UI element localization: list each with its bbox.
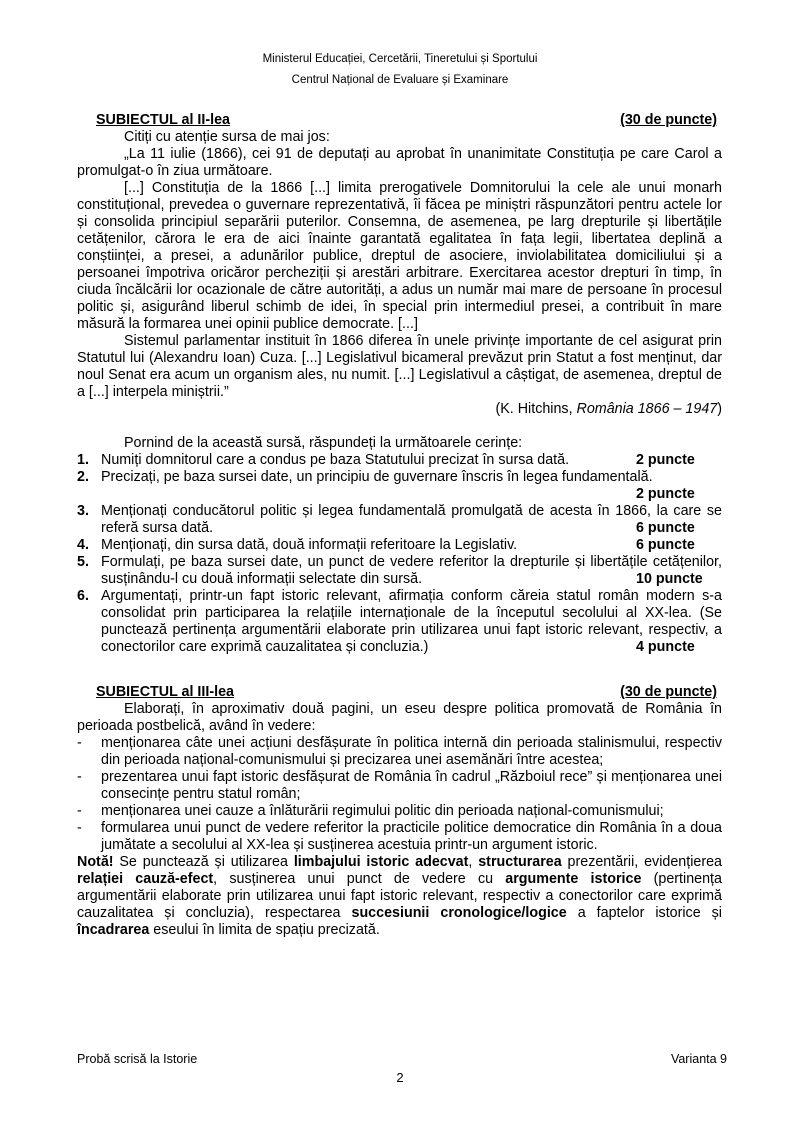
essay-requirement: - menționarea unei cauze a înlăturării regimului politic din perioada național-comunismului; [77,803,664,819]
question-text: Menționați conducătorul politic și legea fundamentală promulgată de acesta în 1866, la care se referă sursa dată. 6 puncte [101,503,722,536]
question-points: 2 puncte [636,486,695,502]
question-2 [77,469,722,503]
footer-subject: Probă scrisă la Istorie [77,1052,198,1066]
section-3-points: (30 de puncte) [620,684,717,700]
question-number: 6. [77,588,89,604]
ministry-line: Ministerul Educației, Cercetării, Tineretului și Sportului [262,53,538,65]
question-text: Formulați, pe baza sursei date, un punct de vedere referitor la drepturile și libertățile cetățenilor, susținându-l cu două informații selectate din sursă. 10 puncte [101,554,722,587]
source-paragraph-1: „La 11 iulie (1866), cei 91 de deputați au aprobat în unanimitate Constituția pe care Carol a promulgat-o în ziua următoare. [77,146,722,179]
question-text: Argumentați, printr-un fapt istoric relevant, afirmația conform căreia statul român modern s-a consolidat prin participarea la relațiile internaționale de la începutul secolului al XX-lea. (Se punctează pertinența argumentării elaborate prin utilizarea unui fapt istoric relevant, respectiv, a conectorilor care exprimă cauzalitatea și concluzia.) 4 puncte [101,588,722,655]
page-footer [77,1052,727,1066]
section-2-points: (30 de puncte) [620,112,717,128]
section-2-title: SUBIECTUL al II-lea [96,112,230,128]
section-2-heading [77,112,722,129]
center-line: Centrul Național de Evaluare și Examinare [291,74,509,86]
question-points: 6 puncte [636,520,695,536]
page-number: 2 [396,1070,404,1085]
essay-requirement: - menționarea câte unei acțiuni desfășurate în politica internă din perioada stalinismului, respectiv din perioada național-comunismului și precizarea unei asemănări între acestea; [77,735,722,768]
question-number: 3. [77,503,89,519]
question-points: 6 puncte [636,537,695,553]
question-3 [77,503,722,537]
question-number: 1. [77,452,89,468]
reference-author: (K. Hitchins, [495,401,577,417]
question-number: 4. [77,537,89,553]
question-text: 6 puncte Menționați, din sursa dată, două informații referitoare la Legislativ. [101,537,722,554]
reference-close: ) [717,401,722,417]
question-number: 5. [77,554,89,570]
section-3-title: SUBIECTUL al III-lea [96,684,234,700]
page-header [0,49,800,91]
section-3-heading [77,684,722,701]
question-points: 2 puncte [636,452,695,468]
question-5 [77,554,722,588]
question-text: 2 puncte Numiți domnitorul care a condus pe baza Statutului precizat în sursa dată. [101,452,722,469]
essay-requirement: - formularea unui punct de vedere referitor la practicile politice democratice din România în a doua jumătate a secolului al XX-lea și susținerea acestuia printr-un argument istoric. [77,820,722,853]
question-points: 4 puncte [636,639,695,655]
footer-variant: Varianta 9 [670,1052,727,1066]
question-points: 10 puncte [636,571,703,587]
reference-title: România 1866 – 1947 [576,401,718,417]
essay-intro: Elaborați, în aproximativ două pagini, un eseu despre politica promovată de România în perioada postbelică, având în vedere: [77,701,722,734]
source-intro: Citiți cu atenție sursa de mai jos: [124,129,330,145]
source-reference [77,401,722,418]
question-text: Precizați, pe baza sursei date, un principiu de guvernare înscris în legea fundamentală. 2 puncte [101,469,722,503]
question-1 [77,452,722,469]
source-paragraph-2: [...] Constituția de la 1866 [...] limita prerogativele Domnitorului la cele ale unui monarh constituțional, prevedea o guvernare reprezentativă, îi făcea pe miniștri răspunzători pentru actele lor și consolida principiul separării puterilor. Consemna, de asemenea, pe larg drepturile și libertățile cetățenilor, cărora le era de aici înainte garantată egalitatea în fața legii, libertatea deplină a conștiinței, a presei, a adunărilor publice, dreptul de asociere, inviolabilitatea domiciliului și a persoanei împotriva oricăror percheziții și arestări arbitrare. Exercitarea acestor drepturi în timp, în ciuda încălcării lor ocazionale de către autorități, a adus un număr mai mare de persoane în procesul politic și, asigurând liberul schimb de idei, în special prin intermediul presei, a contribuit în mare măsură la formarea unei opinii publice democrate. [...] [77,180,722,332]
question-number: 2. [77,469,89,485]
main-content [77,112,722,939]
question-4 [77,537,722,554]
source-paragraph-3: Sistemul parlamentar instituit în 1866 diferea în unele privințe importante de cel asigurat prin Statutul lui (Alexandru Ioan) Cuza. [...] Legislativul bicameral prevăzut prin Statut a fost menținut, dar noul Senat era acum un organism ales, nu numit. [...] Legislativul a câștigat, de asemenea, dreptul de a [...] interpela miniștrii.” [77,333,722,400]
grading-note: Notă! Se punctează și utilizarea limbajului istoric adecvat, structurarea prezentării, evidențierea relației cauză-efect, susținerea unui punct de vedere cu argumente istorice (pertinența argumentării elaborate prin utilizarea unui fapt istoric relevant, respectiv a conectorilor care exprimă cauzalitatea și concluzia), respectarea succesiunii cronologice/logice a faptelor istorice și încadrarea eseului în limita de spațiu precizată. [77,854,722,938]
questions-lead: Pornind de la această sursă, răspundeți la următoarele cerințe: [124,435,523,451]
essay-requirement: - prezentarea unui fapt istoric desfășurat de România în cadrul „Războiul rece” și menționarea unei consecințe pentru statul român; [77,769,722,802]
question-6 [77,588,722,656]
